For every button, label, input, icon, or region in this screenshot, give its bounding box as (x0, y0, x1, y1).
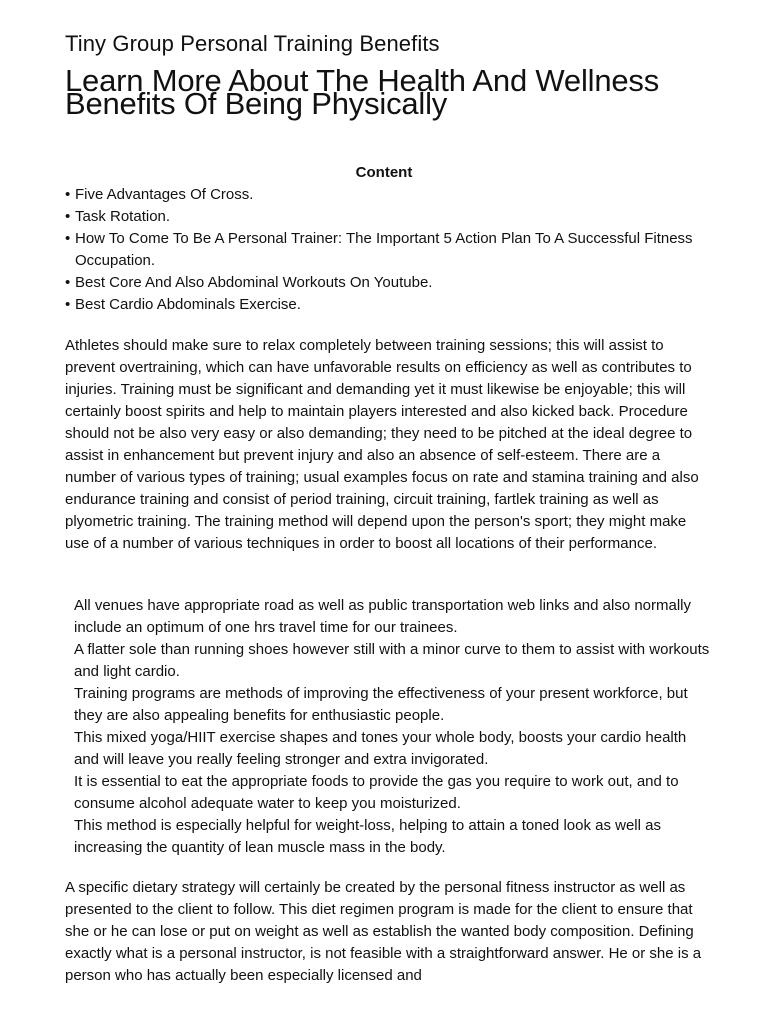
toc-item[interactable] (65, 184, 705, 206)
list-item: It is essential to eat the appropriate foods to provide the gas you require to work out, and to consume alcohol adequate water to keep you moisturized. (74, 773, 679, 812)
list-item: A flatter sole than running shoes however still with a minor curve to them to assist with workouts and light cardio. (74, 641, 710, 680)
body-paragraph-1: Athletes should make sure to relax completely between training sessions; this will assist to prevent overtraining, which can have unfavorable results on efficiency as well as contributes to injuries. Training must be significant and demanding yet it must likewise be enjoyable; this will certainly boost spirits and help to maintain players interested and also kicked back. Procedure should not be also very easy or also demanding; they need to be pitched at the ideal degree to assist in enhancement but prevent injury and also an absence of self-esteem. There are a number of various types of training; usual examples focus on rate and stamina training and also endurance training and consist of period training, circuit training, fartlek training as well as plyometric training. The training method will depend upon the person's sport; they might make use of a number of various techniques in order to boost all locations of their performance. (65, 337, 699, 552)
toc-item-label: Best Cardio Abdominals Exercise. (75, 296, 301, 313)
toc-item[interactable] (65, 228, 705, 272)
bullet-icon: • (65, 296, 71, 313)
article-headline: Learn More About The Health And Wellness Benefits Of Being Physically (65, 63, 660, 121)
body-paragraph-2: A specific dietary strategy will certainly be created by the personal fitness instructor as well as presented to the client to follow. This diet regimen program is made for the client to ensure that she or he can lose or put on weight as well as establish the wanted body composition. Defining exactly what is a personal instructor, is not feasible with a straightforward answer. He or she is a person who has actually been especially licensed and (65, 879, 702, 984)
toc-item-label: Best Core And Also Abdominal Workouts On Youtube. (75, 274, 433, 291)
document-title: Tiny Group Personal Training Benefits (65, 31, 440, 56)
table-of-contents (65, 184, 705, 316)
list-item: This mixed yoga/HIIT exercise shapes and tones your whole body, boosts your cardio health and will leave you really feeling stronger and extra invigorated. (74, 729, 687, 768)
toc-item-label: Five Advantages Of Cross. (75, 186, 254, 203)
list-item: All venues have appropriate road as well as public transportation web links and also normally include an optimum of one hrs travel time for our trainees. (74, 597, 692, 636)
toc-item-label: Task Rotation. (75, 208, 171, 225)
toc-item-label: How To Come To Be A Personal Trainer: The Important 5 Action Plan To A Successful Fitness Occupation. (75, 230, 693, 269)
list-item: This method is especially helpful for weight-loss, helping to attain a toned look as well as increasing the quantity of lean muscle mass in the body. (74, 817, 661, 856)
bullet-icon: • (65, 230, 71, 247)
toc-heading: Content (355, 164, 413, 181)
benefits-list (74, 595, 714, 859)
bullet-icon: • (65, 274, 71, 291)
toc-item[interactable] (65, 206, 705, 228)
toc-item[interactable] (65, 272, 705, 294)
list-item: Training programs are methods of improving the effectiveness of your present workforce, but they are also appealing benefits for enthusiastic people. (74, 685, 688, 724)
bullet-icon: • (65, 208, 71, 225)
toc-item[interactable] (65, 294, 705, 316)
bullet-icon: • (65, 186, 71, 203)
